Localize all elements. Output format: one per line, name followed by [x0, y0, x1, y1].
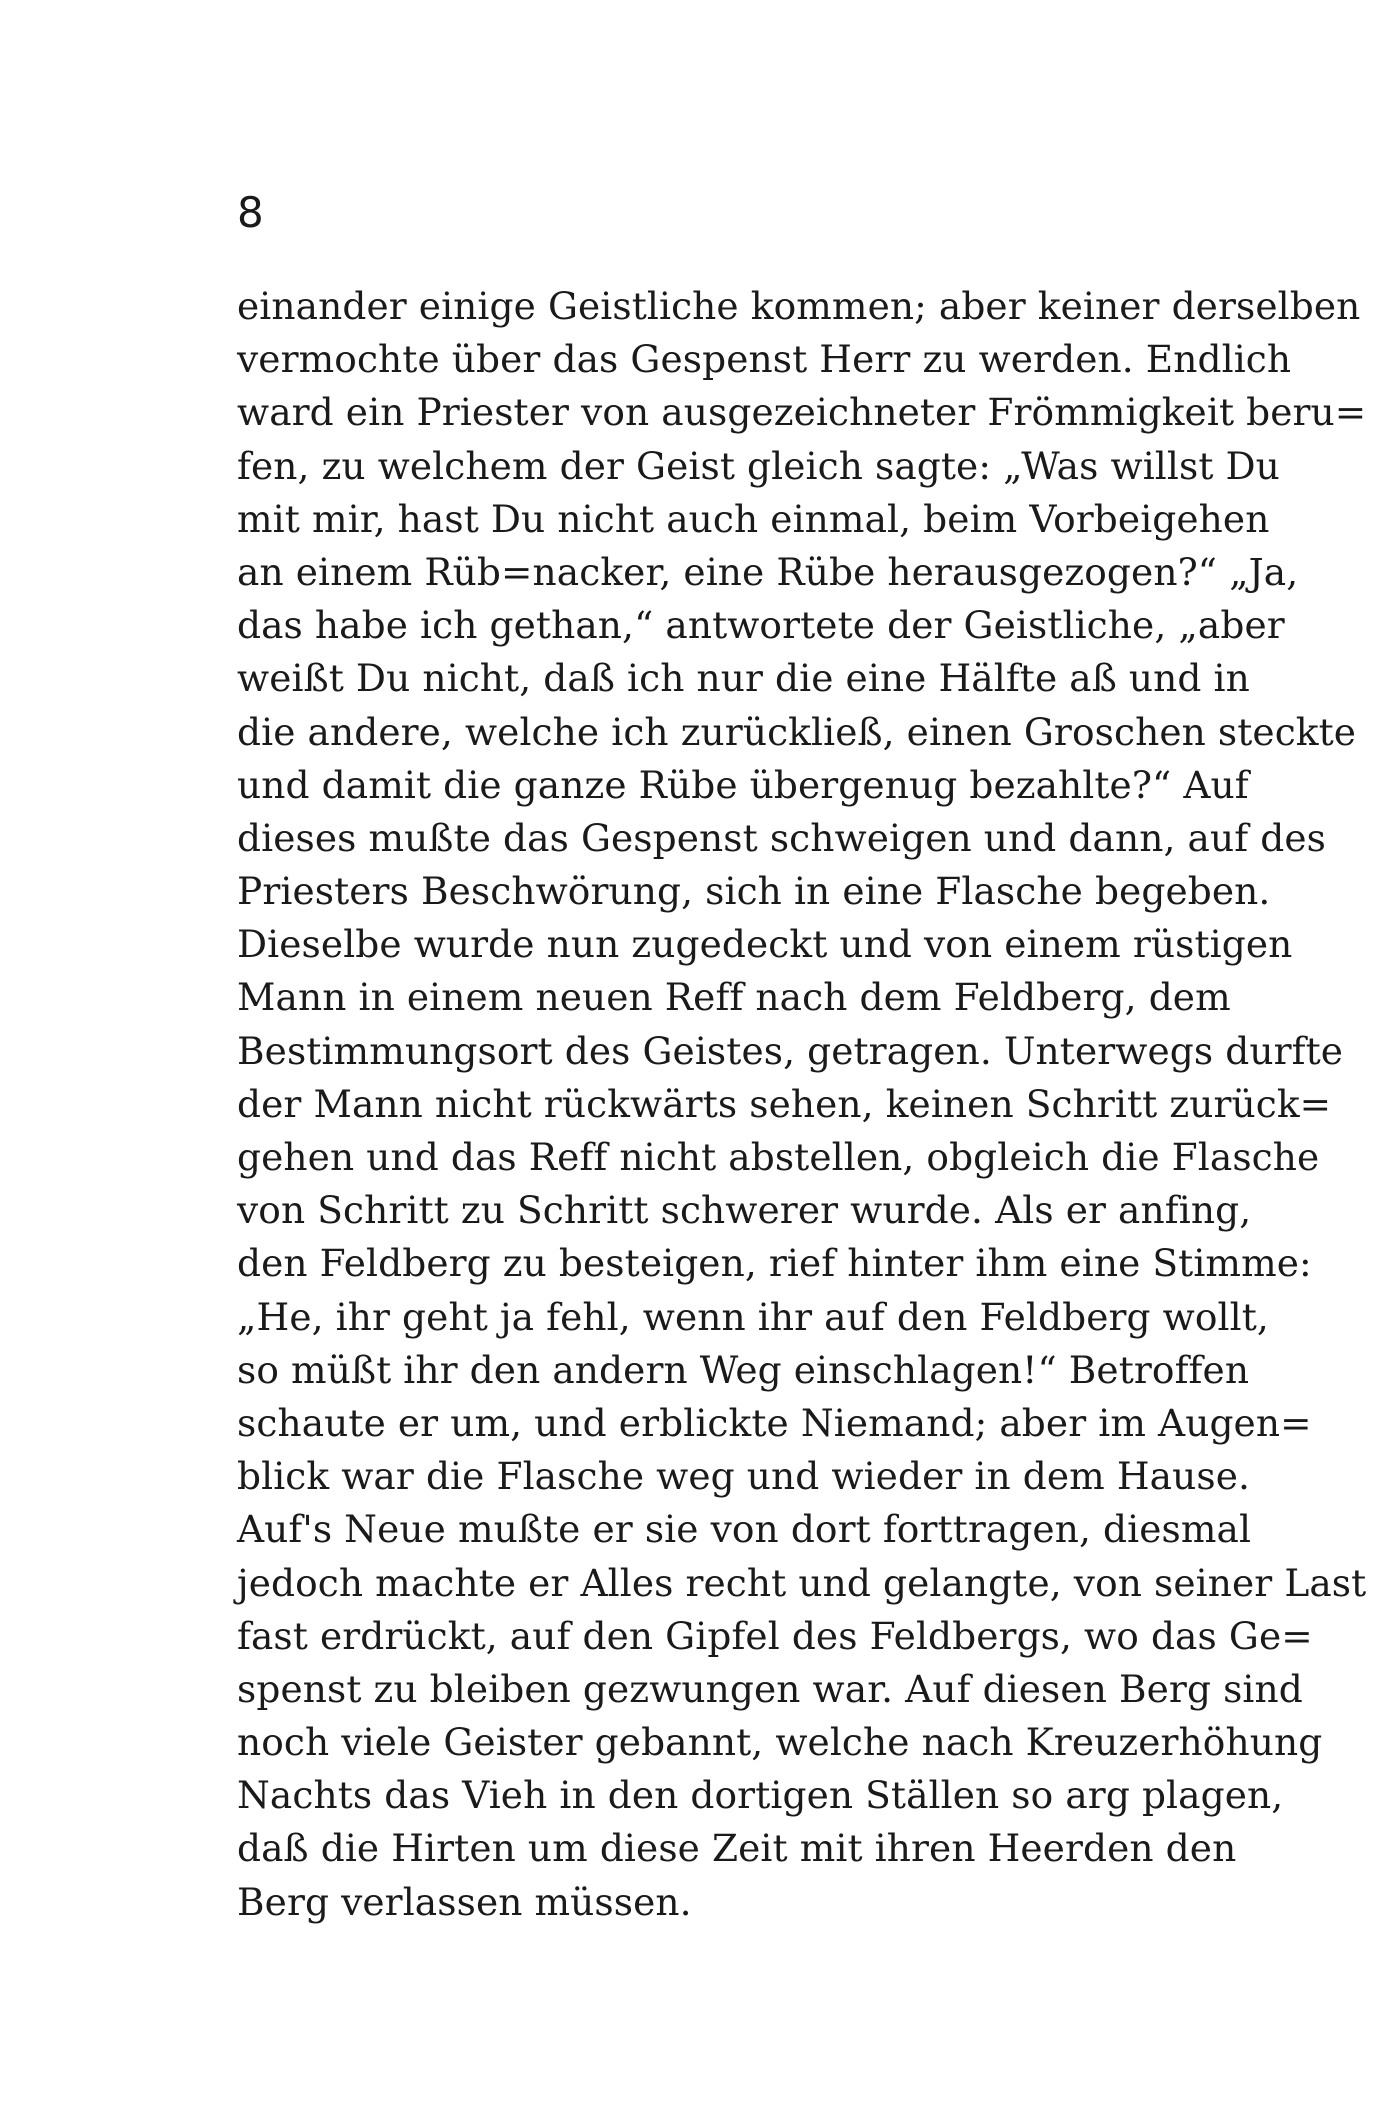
text-line: Dieselbe wurde nun zugedeckt und von einem rüstigen [237, 922, 1293, 967]
text-line: daß die Hirten um diese Zeit mit ihren Heerden den [237, 1826, 1237, 1871]
text-line: den Feldberg zu besteigen, rief hinter ihm eine Stimme: [237, 1241, 1312, 1286]
text-line: Priesters Beschwörung, sich in eine Flasche begeben. [237, 869, 1271, 914]
text-line: ward ein Priester von ausgezeichneter Frömmigkeit beru= [237, 390, 1367, 435]
text-line: Auf's Neue mußte er sie von dort forttragen, diesmal [237, 1507, 1252, 1552]
text-line: fast erdrückt, auf den Gipfel des Feldbergs, wo das Ge= [237, 1613, 1313, 1658]
text-line: spenst zu bleiben gezwungen war. Auf diesen Berg sind [237, 1666, 1303, 1711]
text-line: Bestimmungsort des Geistes, getragen. Unterwegs durfte [237, 1028, 1344, 1073]
text-line: Mann in einem neuen Reff nach dem Feldberg, dem [237, 975, 1231, 1020]
text-line: und damit die ganze Rübe übergenug bezahlte?“ Auf [237, 762, 1249, 807]
text-line: gehen und das Reff nicht abstellen, obgleich die Flasche [237, 1135, 1320, 1179]
text-line: fen, zu welchem der Geist gleich sagte: „Was willst Du [237, 443, 1280, 488]
body-text [237, 280, 1367, 1929]
text-line: mit mir, hast Du nicht auch einmal, beim Vorbeigehen [237, 496, 1270, 541]
text-line: so müßt ihr den andern Weg einschlagen!“ Betroffen [237, 1347, 1250, 1392]
text-line: von Schritt zu Schritt schwerer wurde. Als er anfing, [237, 1188, 1252, 1233]
text-line: das habe ich gethan,“ antwortete der Geistliche, „aber [237, 603, 1285, 648]
text-line: an einem Rüb=nacker, eine Rübe herausgezogen?“ „Ja, [237, 549, 1299, 594]
text-line: noch viele Geister gebannt, welche nach Kreuzerhöhung [237, 1720, 1323, 1765]
text-line: „He, ihr geht ja fehl, wenn ihr auf den Feldberg wollt, [237, 1294, 1269, 1339]
text-line: der Mann nicht rückwärts sehen, keinen Schritt zurück= [237, 1081, 1332, 1126]
text-line: blick war die Flasche weg und wieder in dem Hause. [237, 1454, 1251, 1499]
text-line: dieses mußte das Gespenst schweigen und dann, auf des [237, 815, 1326, 860]
text-line: schaute er um, und erblickte Niemand; aber im Augen= [237, 1400, 1312, 1445]
page-number: 8 [237, 188, 264, 237]
text-line: vermochte über das Gespenst Herr zu werden. Endlich [237, 337, 1292, 382]
text-line: Berg verlassen müssen. [237, 1879, 692, 1924]
text-line: Nachts das Vieh in den dortigen Ställen so arg plagen, [237, 1773, 1284, 1818]
text-line: die andere, welche ich zurückließ, einen Groschen steckte [237, 709, 1357, 754]
text-line: jedoch machte er Alles recht und gelangte, von seiner Last [237, 1560, 1367, 1605]
text-line: einander einige Geistliche kommen; aber keiner derselben [237, 284, 1361, 328]
text-line: weißt Du nicht, daß ich nur die eine Hälfte aß und in [237, 656, 1250, 701]
